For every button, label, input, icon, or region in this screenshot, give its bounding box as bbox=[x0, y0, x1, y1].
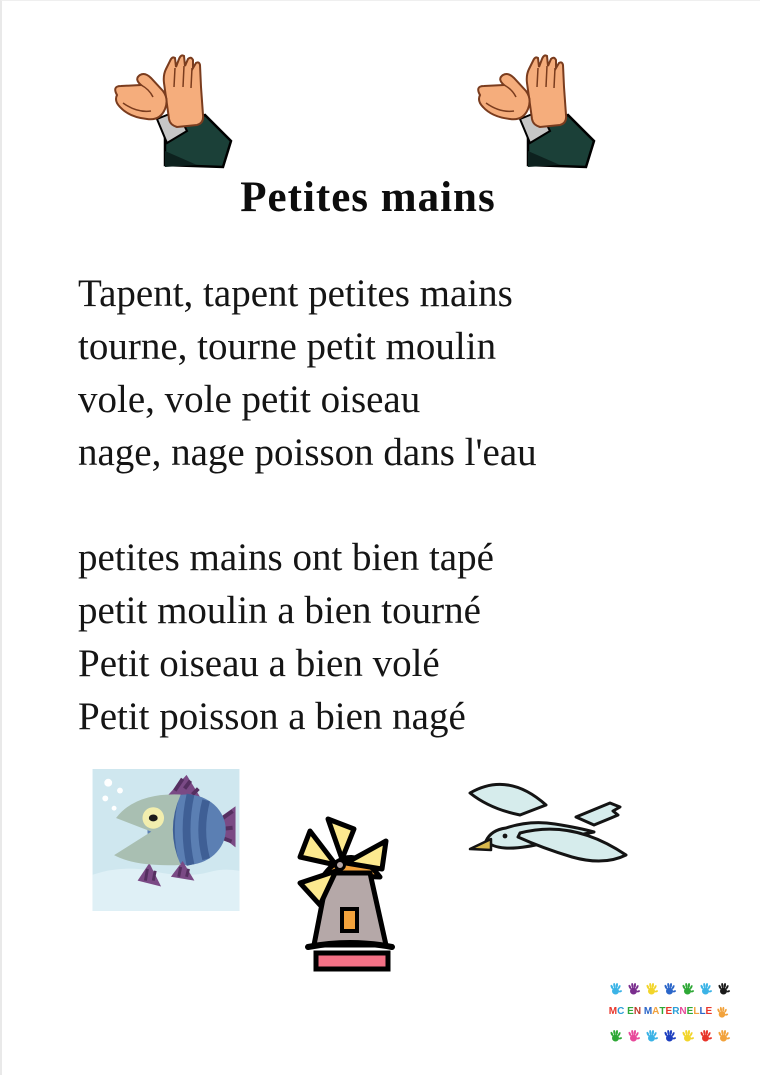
handprint-icon bbox=[662, 981, 677, 996]
handprint-icon bbox=[680, 1028, 695, 1043]
handprint-icon bbox=[680, 981, 695, 996]
poem-line: Tapent, tapent petites mains bbox=[78, 272, 513, 315]
logo-handprints-bottom bbox=[608, 1028, 731, 1043]
handprint-icon bbox=[716, 981, 731, 996]
logo-handprints-top bbox=[608, 981, 731, 996]
mc-en-maternelle-logo bbox=[590, 981, 748, 1043]
poem-line: nage, nage poisson dans l'eau bbox=[78, 431, 537, 474]
handprint-icon bbox=[698, 1028, 713, 1043]
poem-line: petites mains ont bien tapé bbox=[78, 536, 494, 579]
clapping-hands-icon bbox=[470, 53, 598, 171]
handprint-icon bbox=[644, 1028, 659, 1043]
poem-line: petit moulin a bien tourné bbox=[78, 589, 481, 632]
handprint-icon bbox=[608, 981, 623, 996]
handprint-icon bbox=[626, 981, 641, 996]
poem-line: Petit poisson a bien nagé bbox=[78, 695, 466, 738]
windmill-icon bbox=[294, 813, 406, 978]
poem-line: vole, vole petit oiseau bbox=[78, 378, 421, 421]
handprint-icon bbox=[716, 1028, 731, 1043]
seagull-icon bbox=[457, 773, 649, 873]
handprint-icon bbox=[608, 1028, 623, 1043]
handprint-icon bbox=[715, 1005, 729, 1019]
handprint-icon bbox=[626, 1028, 641, 1043]
poem-line: tourne, tourne petit moulin bbox=[78, 325, 497, 368]
stanza-1 bbox=[78, 267, 537, 479]
handprint-icon bbox=[662, 1028, 677, 1043]
handprint-icon bbox=[698, 981, 713, 996]
stanza-2 bbox=[78, 531, 494, 743]
fish-icon bbox=[92, 769, 240, 911]
poem-line: Petit oiseau a bien volé bbox=[78, 642, 440, 685]
handprint-icon bbox=[644, 981, 659, 996]
clapping-hands-icon bbox=[107, 53, 235, 171]
page-title: Petites mains bbox=[240, 174, 496, 221]
logo-text: M C E N M A T E R N E L L E bbox=[608, 1006, 713, 1017]
